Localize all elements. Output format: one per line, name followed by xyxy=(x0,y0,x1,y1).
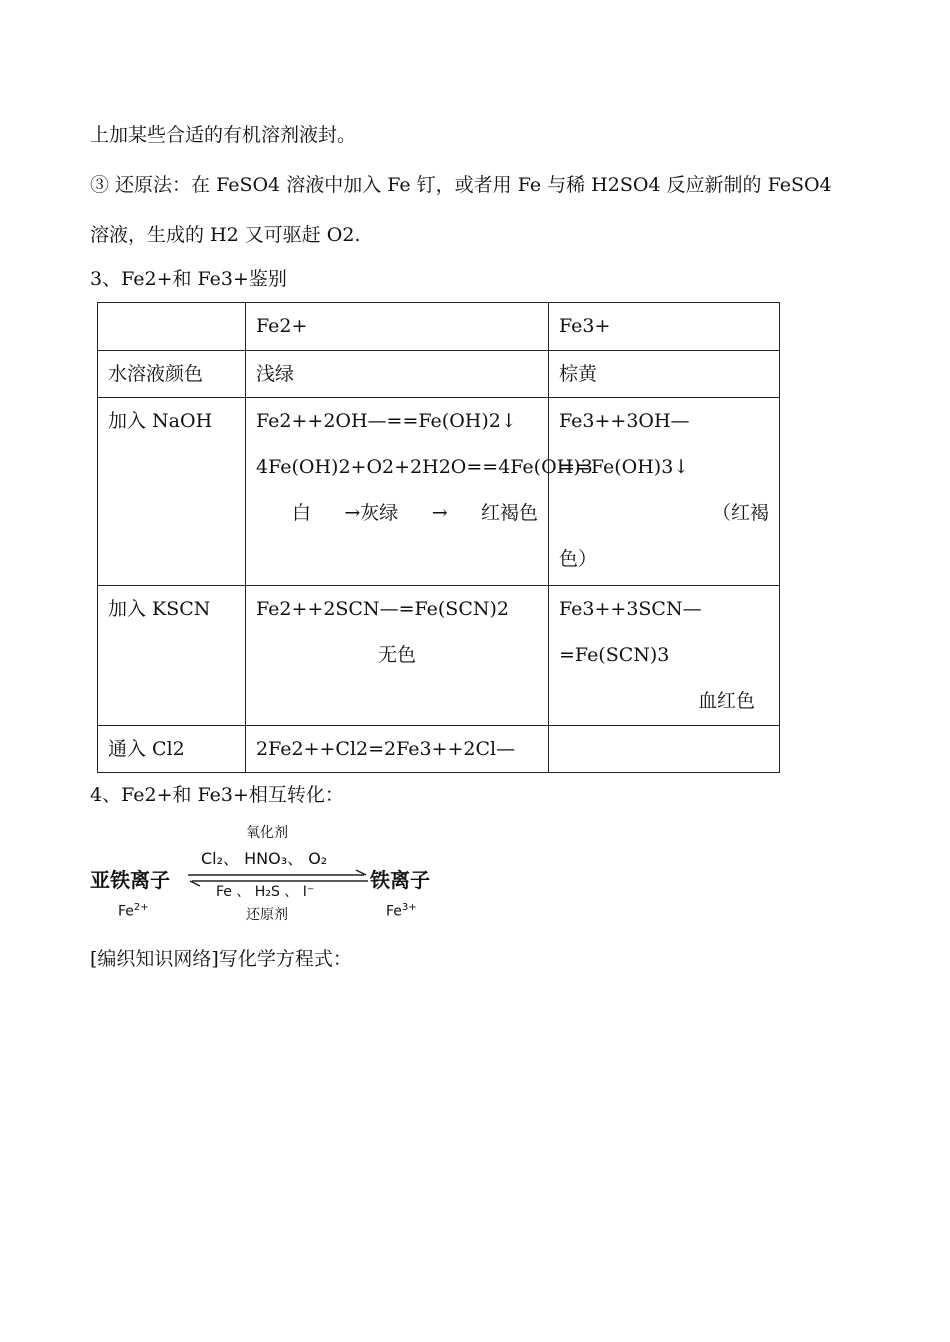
paragraph-reduction-method-cont: 溶液，生成的 H2 又可驱赶 O2. xyxy=(90,224,361,246)
row-label-cl2: 通入 Cl2 xyxy=(98,726,246,773)
color-grey-green: →灰绿 xyxy=(344,502,399,524)
table-row-cl2 xyxy=(98,726,780,773)
ferrous-ion-label: 亚铁离子 xyxy=(90,868,170,892)
paragraph-liquid-seal: 上加某些合适的有机溶剂液封。 xyxy=(90,124,357,146)
section-4-title: 4、Fe2+和 Fe3+相互转化： xyxy=(90,784,344,806)
color-arrow: → xyxy=(431,502,448,524)
fe2-naoh-cell xyxy=(246,398,593,586)
knowledge-network-prompt: [编织知识网络]写化学方程式： xyxy=(90,948,352,970)
row-label-color: 水溶液颜色 xyxy=(98,351,246,398)
header-cell-empty xyxy=(98,303,246,351)
fe3-naoh-eq2: ==Fe(OH)3↓ xyxy=(559,456,690,478)
fe3-naoh-note: （红褐 xyxy=(711,502,769,524)
fe2-color: 浅绿 xyxy=(246,351,549,398)
fe3-naoh-eq1: Fe3++3OH— xyxy=(559,410,690,432)
fe3-color: 棕黄 xyxy=(549,351,780,398)
fe2-naoh-eq2: 4Fe(OH)2+O2+2H2O==4Fe(OH)3 xyxy=(256,456,593,478)
row-label-naoh: 加入 NaOH xyxy=(98,398,246,586)
ferrous-symbol: $Fe^{2+}$ xyxy=(118,902,149,920)
fe2-cl2: 2Fe2++Cl2=2Fe3++2Cl— xyxy=(246,726,549,773)
table-row-color xyxy=(98,351,780,398)
color-white: 白 xyxy=(292,502,312,524)
table-row-naoh xyxy=(98,398,780,586)
fe3-kscn-cell xyxy=(549,586,780,726)
fe2-naoh-eq1: Fe2++2OH—==Fe(OH)2↓ xyxy=(256,410,517,432)
paragraph-reduction-method: ③ 还原法：在 FeSO4 溶液中加入 Fe 钉，或者用 Fe 与稀 H2SO4 反应新制的 FeSO4 xyxy=(90,174,832,196)
fe2-kscn-eq: Fe2++2SCN—=Fe(SCN)2 xyxy=(256,598,509,620)
fe2-kscn-cell xyxy=(246,586,549,726)
fe2-naoh-color-change xyxy=(256,490,538,536)
fe3-kscn-eq1: Fe3++3SCN— xyxy=(559,598,702,620)
header-cell-fe2: Fe2+ xyxy=(246,303,549,351)
fe3-kscn-eq2: =Fe(SCN)3 xyxy=(559,644,670,666)
oxidant-list: Cl₂、 HNO₃、 O₂ xyxy=(201,849,328,868)
color-red-brown: 红褐色 xyxy=(480,502,538,524)
fe3-naoh-cell xyxy=(549,398,780,586)
reductant-title: 还原剂 xyxy=(246,907,288,923)
fe3-kscn-color: 血红色 xyxy=(697,690,755,712)
identification-table xyxy=(97,302,780,773)
fe3-naoh-note-cont: 色） xyxy=(559,548,598,570)
reductant-list: Fe 、 H₂S 、 I⁻ xyxy=(216,884,315,900)
conversion-diagram xyxy=(88,818,448,928)
oxidant-title: 氧化剂 xyxy=(246,825,288,841)
header-cell-fe3: Fe3+ xyxy=(549,303,780,351)
table-row-kscn xyxy=(98,586,780,726)
table-row-header xyxy=(98,303,780,351)
fe3-cl2 xyxy=(549,726,780,773)
fe2-kscn-color: 无色 xyxy=(377,644,416,666)
ferric-ion-label: 铁离子 xyxy=(370,868,430,892)
section-3-title: 3、Fe2+和 Fe3+鉴别 xyxy=(90,268,287,290)
ferric-symbol: $Fe^{3+}$ xyxy=(386,902,417,920)
row-label-kscn: 加入 KSCN xyxy=(98,586,246,726)
